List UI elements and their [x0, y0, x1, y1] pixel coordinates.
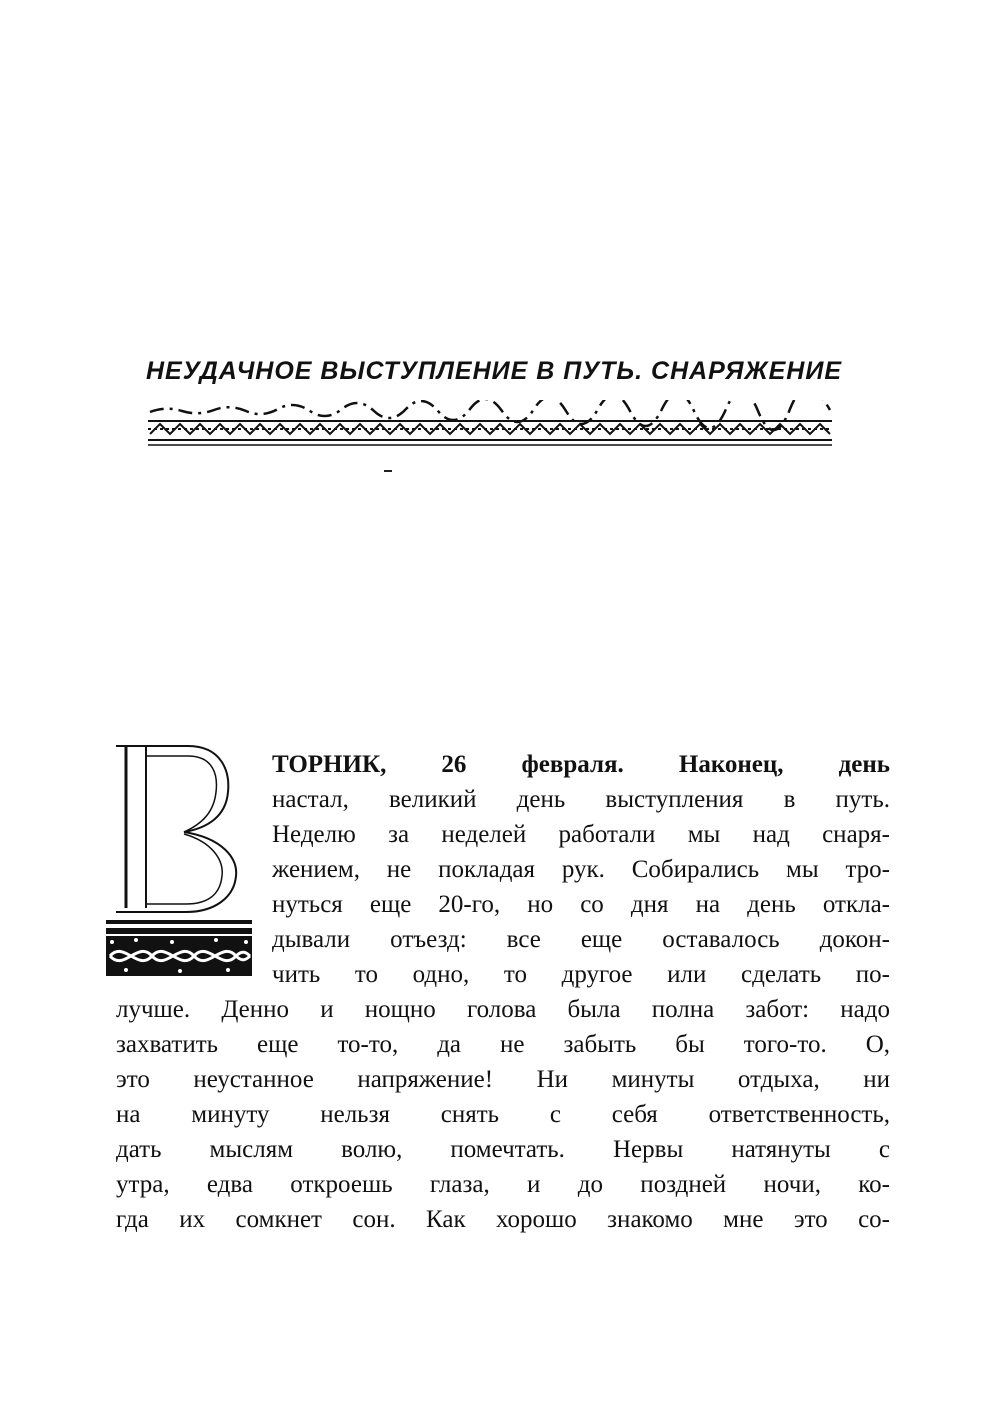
- body-text-line: дать мыслям волю, помечтать. Нервы натянуты с: [116, 1136, 890, 1163]
- body-text-line: Неделю за неделей работали мы над снаря-: [272, 821, 890, 848]
- body-text-line: дывали отъезд: все еще оставалось докон-: [272, 926, 890, 953]
- body-text-line: жением, не покладая рук. Собирались мы тро-: [272, 856, 890, 883]
- body-text-line: гда их сомкнет сон. Как хорошо знакомо мне это со-: [116, 1206, 890, 1233]
- body-text-line: чить то одно, то другое или сделать по-: [272, 961, 890, 988]
- dropcap-letter: [106, 742, 252, 978]
- body-text-line: это неустанное напряжение! Ни минуты отдыха, ни: [116, 1066, 890, 1093]
- body-text-line: лучше. Денно и нощно голова была полна забот: надо: [116, 996, 890, 1023]
- decorative-border-ornament: [146, 400, 834, 450]
- chapter-heading: НЕУДАЧНОЕ ВЫСТУПЛЕНИЕ В ПУТЬ. СНАРЯЖЕНИЕ: [146, 357, 843, 385]
- body-text-line: захватить еще то-то, да не забыть бы того-то. О,: [116, 1031, 890, 1058]
- body-text-line: ТОРНИК, 26 февраля. Наконец, день: [272, 751, 890, 778]
- body-text-line: настал, великий день выступления в путь.: [272, 786, 890, 813]
- body-text-line: нуться еще 20-го, но со дня на день откла-: [272, 891, 890, 918]
- body-text-line: на минуту нельзя снять с себя ответственность,: [116, 1101, 890, 1128]
- body-text-line: утра, едва откроешь глаза, и до поздней ночи, ко-: [116, 1171, 890, 1198]
- small-dash-mark: [384, 470, 392, 472]
